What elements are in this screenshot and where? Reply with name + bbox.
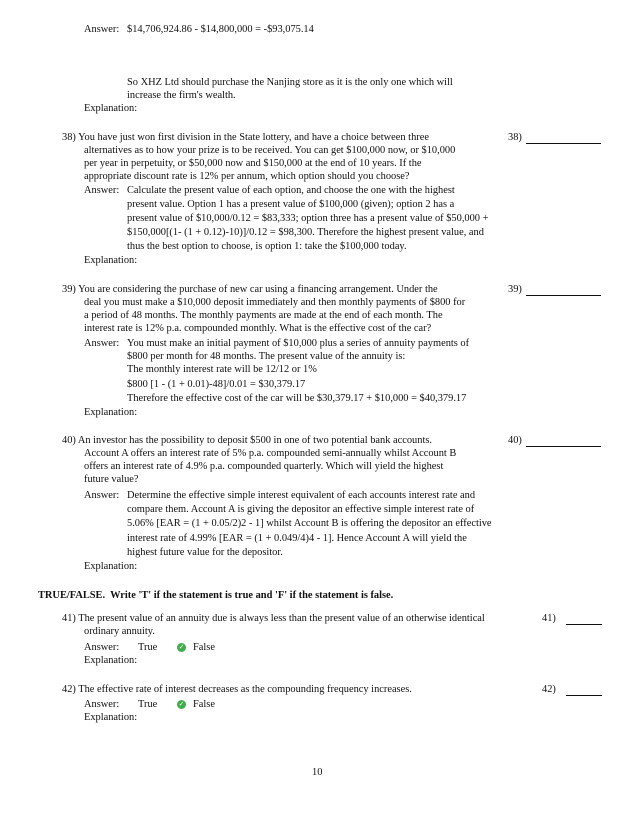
answer-text: The monthly interest rate will be 12/12 or 1% xyxy=(127,364,317,375)
question-text: ordinary annuity. xyxy=(84,626,155,637)
answer-label: Answer: xyxy=(84,490,120,501)
answer-text: Therefore the effective cost of the car will be $30,379.17 + $10,000 = $40,379.17 xyxy=(127,393,467,404)
explanation-label: Explanation: xyxy=(84,561,138,572)
explanation-label: Explanation: xyxy=(84,255,138,266)
question-text: Account A offers an interest rate of 5% p.a. compounded semi-annually whilst Account B xyxy=(84,448,457,459)
answer-text: $150,000[(1- (1 + 0.12)-10)]/0.12 = $98,300. Therefore the highest present value, and xyxy=(127,227,484,238)
question-text: a period of 48 months. The monthly payments are made at the end of each month. The xyxy=(84,310,443,321)
question-text: 39) You are considering the purchase of new car using a financing arrangement. Under the xyxy=(62,284,438,295)
answer-text: Calculate the present value of each option, and choose the one with the highest xyxy=(127,185,455,196)
checkmark-icon: ✓ xyxy=(178,700,185,708)
question-text: future value? xyxy=(84,474,139,485)
question-text: 38) You have just won first division in the State lottery, and have a choice between three xyxy=(62,132,429,143)
answer-text: thus the best option to choose, is option 1: take the $100,000 today. xyxy=(127,241,407,252)
question-text: 40) An investor has the possibility to deposit $500 in one of two potential bank accounts. xyxy=(62,435,432,446)
answer-blank[interactable] xyxy=(526,446,601,447)
explanation-label: Explanation: xyxy=(84,655,138,666)
answer-label: Answer: xyxy=(84,642,120,653)
false-option[interactable]: False xyxy=(193,642,215,653)
true-option[interactable]: True xyxy=(138,642,158,653)
answer-text: present value of $10,000/0.12 = $83,333; option three has a present value of $50,000 + xyxy=(127,213,489,224)
page-number: 10 xyxy=(312,767,323,778)
explanation-label: Explanation: xyxy=(84,712,138,723)
answer-text: $800 [1 - (1 + 0.01)-48]/0.01 = $30,379.17 xyxy=(127,379,306,390)
answer-blank[interactable] xyxy=(566,695,602,696)
answer-blank[interactable] xyxy=(526,143,601,144)
answer-blank[interactable] xyxy=(526,295,601,296)
answer-label: Answer: xyxy=(84,185,120,196)
question-text: interest rate is 12% p.a. compounded monthly. What is the effective cost of the car? xyxy=(84,323,432,334)
answer-label: Answer: xyxy=(84,24,120,35)
answer-text: present value. Option 1 has a present value of $100,000 (given); option 2 has a xyxy=(127,199,455,210)
answer-text: highest future value for the depositor. xyxy=(127,547,283,558)
answer-text: interest rate of 4.99% [EAR = (1 + 0.049/4)4 - 1]. Hence Account A will yield the xyxy=(127,533,467,544)
question-number: 39) xyxy=(508,284,522,295)
true-option[interactable]: True xyxy=(138,699,158,710)
answer-text: $14,706,924.86 - $14,800,000 = -$93,075.14 xyxy=(127,24,314,35)
question-text: deal you must make a $10,000 deposit immediately and then monthly payments of $800 for xyxy=(84,297,466,308)
question-text: per year in perpetuity, or $50,000 now and $150,000 at the end of 10 years. If the xyxy=(84,158,422,169)
conclusion-line: increase the firm's wealth. xyxy=(127,90,236,101)
explanation-label: Explanation: xyxy=(84,103,138,114)
answer-label: Answer: xyxy=(84,338,120,349)
explanation-label: Explanation: xyxy=(84,407,138,418)
answer-text: $800 per month for 48 months. The present value of the annuity is: xyxy=(127,351,406,362)
checkmark-icon: ✓ xyxy=(178,643,185,651)
question-text: 41) The present value of an annuity due is always less than the present value of an otherwise identical xyxy=(62,613,485,624)
question-number: 41) xyxy=(542,613,556,624)
question-text: appropriate discount rate is 12% per annum, which option should you choose? xyxy=(84,171,410,182)
question-text: offers an interest rate of 4.9% p.a. compounded quarterly. Which will yield the highest xyxy=(84,461,444,472)
conclusion-line: So XHZ Ltd should purchase the Nanjing store as it is the only one which will xyxy=(127,77,453,88)
answer-label: Answer: xyxy=(84,699,120,710)
answer-blank[interactable] xyxy=(566,624,602,625)
question-number: 38) xyxy=(508,132,522,143)
answer-text: Determine the effective simple interest equivalent of each accounts interest rate and xyxy=(127,490,476,501)
answer-text: You must make an initial payment of $10,000 plus a series of annuity payments of xyxy=(127,338,470,349)
section-heading: TRUE/FALSE. Write 'T' if the statement is true and 'F' if the statement is false. xyxy=(38,590,394,601)
question-text: alternatives as to how your prize is to be received. You can get $100,000 now, or $10,000 xyxy=(84,145,456,156)
question-number: 42) xyxy=(542,684,556,695)
question-text: 42) The effective rate of interest decreases as the compounding frequency increases. xyxy=(62,684,412,695)
question-number: 40) xyxy=(508,435,522,446)
false-option[interactable]: False xyxy=(193,699,215,710)
answer-text: compare them. Account A is giving the depositor an effective simple interest rate of xyxy=(127,504,475,515)
answer-text: 5.06% [EAR = (1 + 0.05/2)2 - 1] whilst Account B is offering the depositor an effective xyxy=(127,518,492,529)
